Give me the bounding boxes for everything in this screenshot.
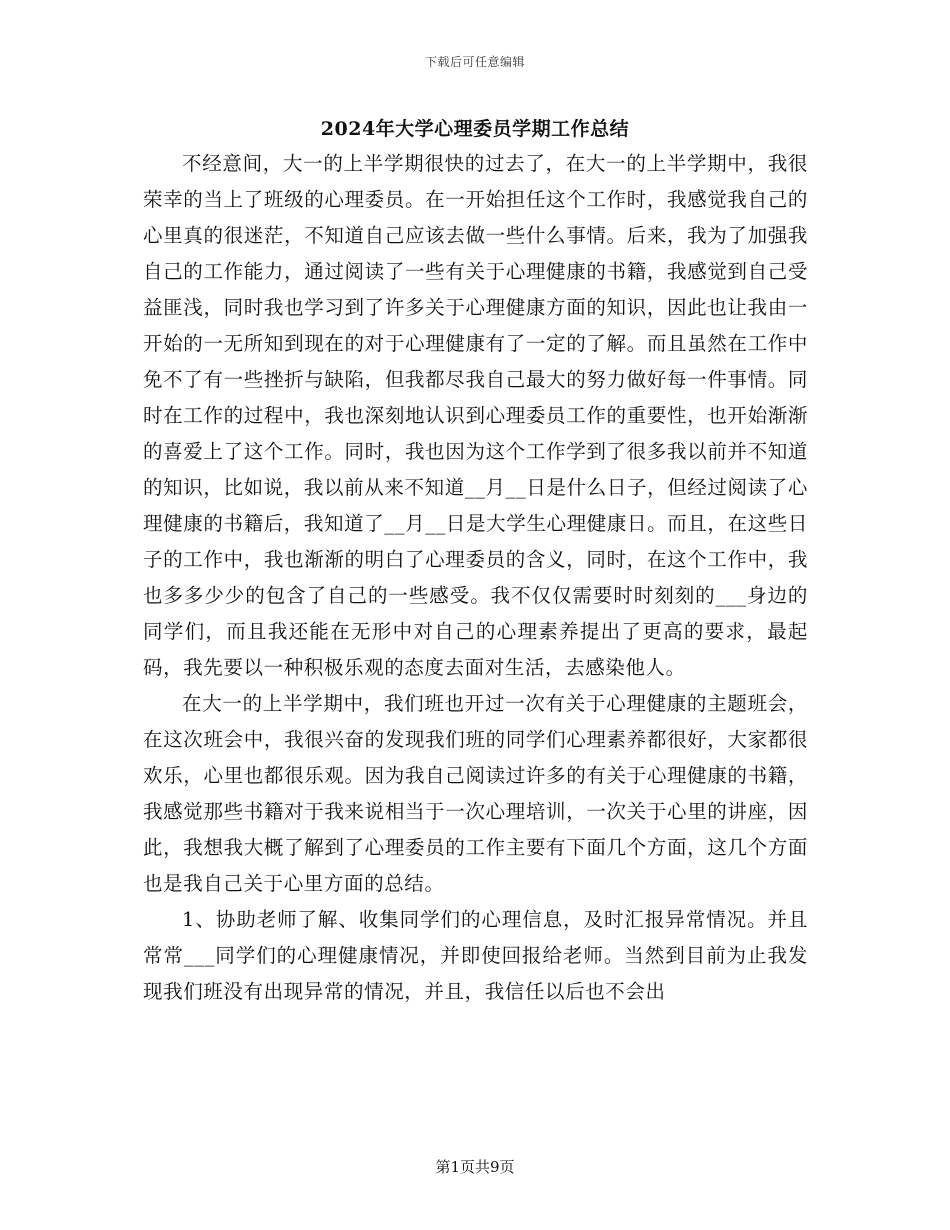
paragraph-1: 不经意间，大一的上半学期很快的过去了，在大一的上半学期中，我很荣幸的当上了班级的心理委员。在一开始担任这个工作时，我感觉我自己的心里真的很迷茫，不知道自己应该去做一些什么事情。后来，我为了加强我自己的工作能力，通过阅读了一些有关于心理健康的书籍，我感觉到自己受益匪浅，同时我也学习到了许多关于心理健康方面的知识，因此也让我由一开始的一无所知到现在的对于心理健康有了一定的了解。而且虽然在工作中免不了有一些挫折与缺陷，但我都尽我自己最大的努力做好每一件事情。同时在工作的过程中，我也深刻地认识到心理委员工作的重要性，也开始渐渐的喜爱上了这个工作。同时，我也因为这个工作学到了很多我以前并不知道的知识，比如说，我以前从来不知道__月__日是什么日子，但经过阅读了心理健康的书籍后，我知道了__月__日是大学生心理健康日。而且，在这些日子的工作中，我也渐渐的明白了心理委员的含义，同时，在这个工作中，我也多多少少的包含了自己的一些感受。我不仅仅需要时时刻刻的___身边的同学们，而且我还能在无形中对自己的心理素养提出了更高的要求，最起码，我先要以一种积极乐观的态度去面对生活，去感染他人。 [143, 152, 808, 679]
document-title: 2024年大学心理委员学期工作总结 [320, 118, 630, 140]
paragraph-3: 1、协助老师了解、收集同学们的心理信息，及时汇报异常情况。并且常常___同学们的心理健康情况，并即使回报给老师。当然到目前为止我发现我们班没有出现异常的情况，并且，我信任以后也不会出 [143, 908, 808, 1003]
document-body [143, 146, 808, 1010]
page-number: 第1页共9页 [435, 1158, 515, 1176]
paragraph-2: 在大一的上半学期中，我们班也开过一次有关于心理健康的主题班会，在这次班会中，我很兴奋的发现我们班的同学们心理素养都很好，大家都很欢乐，心里也都很乐观。因为我自己阅读过许多的有关于心理健康的书籍，我感觉那些书籍对于我来说相当于一次心理培训，一次关于心里的讲座，因此，我想我大概了解到了心理委员的工作主要有下面几个方面，这几个方面也是我自己关于心里方面的总结。 [143, 692, 808, 895]
download-note: 下载后可任意编辑 [424, 55, 525, 69]
